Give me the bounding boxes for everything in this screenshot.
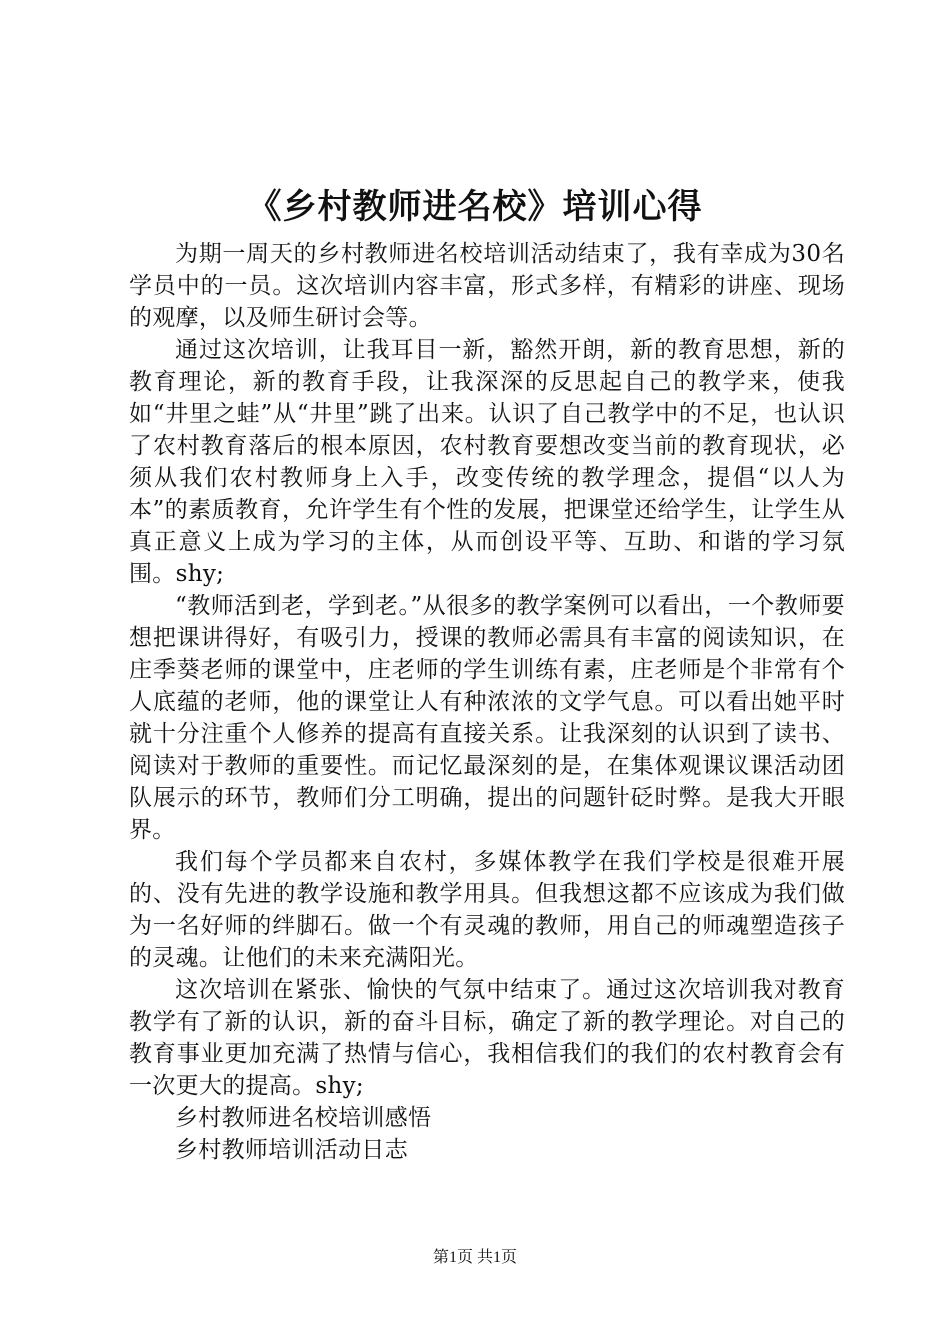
paragraph-2: 通过这次培训，让我耳目一新，豁然开朗，新的教育思想，新的教育理论，新的教育手段，让我深深的反思起自己的教学来，使我如“井里之蛙”从“井里”跳了出来。认识了自己教学中的不足，也认识了农村教育落后的根本原因，农村教育要想改变当前的教育现状，必须从我们农村教师身上入手，改变传统的教学理念，提倡“以人为本”的素质教育，允许学生有个性的发展，把课堂还给学生，让学生从真正意义上成为学习的主体，从而创设平等、互助、和谐的学习氛围。shy;	[129, 337, 845, 587]
related-link-1[interactable]: 乡村教师进名校培训感悟	[175, 1105, 432, 1131]
paragraph-5: 这次培训在紧张、愉快的气氛中结束了。通过这次培训我对教育教学有了新的认识，新的奋斗目标，确定了新的教学理论。对自己的教育事业更加充满了热情与信心，我相信我们的我们的农村教育会有一次更大的提高。shy;	[129, 977, 845, 1099]
paragraph-4: 我们每个学员都来自农村，多媒体教学在我们学校是很难开展的、没有先进的教学设施和教学用具。但我想这都不应该成为我们做为一名好师的绊脚石。做一个有灵魂的教师，用自己的师魂塑造孩子的灵魂。让他们的未来充满阳光。	[129, 849, 845, 971]
page-number-footer: 第1页 共1页	[432, 1249, 517, 1266]
document-body	[129, 238, 845, 1166]
document-title: 《乡村教师进名校》培训心得	[247, 187, 703, 227]
paragraph-3: “教师活到老，学到老。”从很多的教学案例可以看出，一个教师要想把课讲得好，有吸引力，授课的教师必需具有丰富的阅读知识，在庄季葵老师的课堂中，庄老师的学生训练有素，庄老师是个非常有个人底蕴的老师，他的课堂让人有种浓浓的文学气息。可以看出她平时就十分注重个人修养的提高有直接关系。让我深刻的认识到了读书、阅读对于教师的重要性。而记忆最深刻的是，在集体观课议课活动团队展示的环节，教师们分工明确，提出的问题针砭时弊。是我大开眼界。	[129, 593, 845, 843]
paragraph-1: 为期一周天的乡村教师进名校培训活动结束了，我有幸成为30名学员中的一员。这次培训内容丰富，形式多样，有精彩的讲座、现场的观摩，以及师生研讨会等。	[129, 241, 845, 331]
related-link-2[interactable]: 乡村教师培训活动日志	[175, 1137, 408, 1163]
